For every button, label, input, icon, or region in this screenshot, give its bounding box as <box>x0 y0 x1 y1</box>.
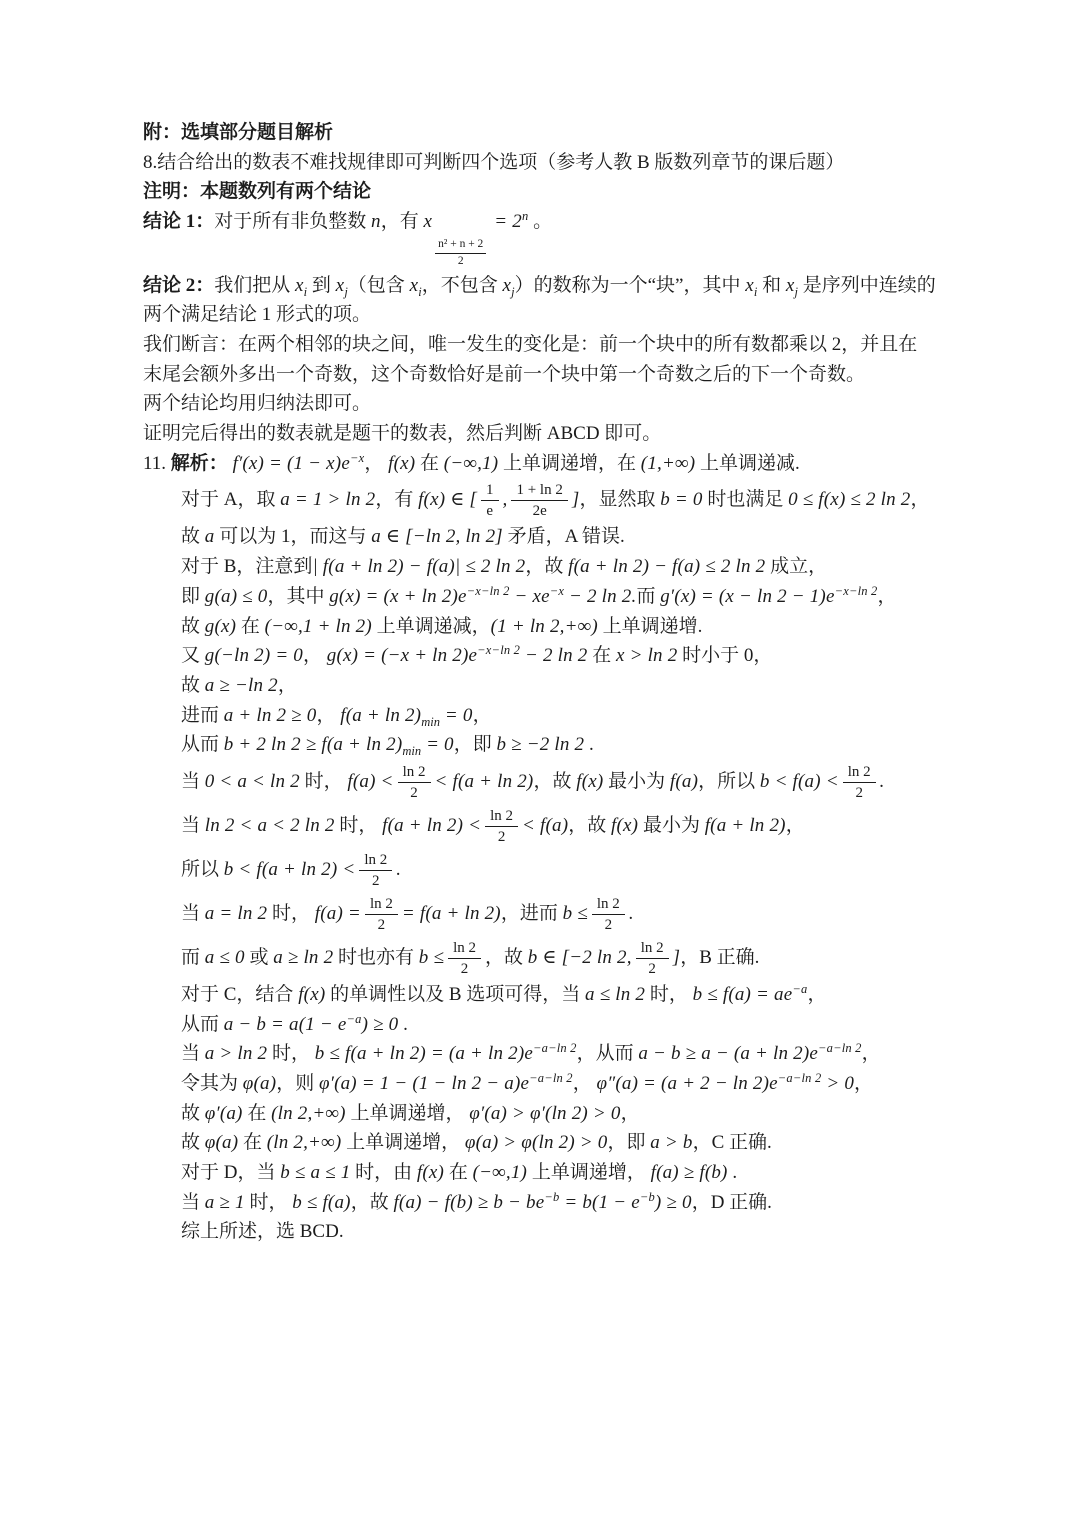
superscript-run: n <box>521 209 529 224</box>
text-run: ，则 <box>276 1073 319 1095</box>
text-run: . <box>584 734 594 756</box>
fraction-denominator: 2 <box>604 916 613 933</box>
text-run: 在 <box>587 645 617 667</box>
math-run: a ≤ ln 2 <box>585 983 646 1005</box>
text-run: 在 <box>236 615 265 637</box>
bold-text-run: 注明：本题数列有两个结论 <box>143 181 372 203</box>
text-run: 时小于 0， <box>677 645 773 667</box>
text-run: 上单调递增，在 <box>498 452 641 474</box>
math-run: 0 ≤ f(x) ≤ 2 ln 2 <box>788 489 911 511</box>
subscript-run: min <box>402 744 422 759</box>
math-run: = 0 <box>439 704 473 726</box>
math-run: g′(x) = (x − ln 2 − 1)e <box>660 585 835 607</box>
document-line <box>143 363 1013 388</box>
math-run: f(x) <box>416 1162 445 1184</box>
text-run: 两个满足结论 1 形式的项。 <box>143 304 372 326</box>
math-run: f(a + ln 2) − f(a) ≤ 2 ln 2 <box>568 556 766 578</box>
text-run: ， <box>861 1043 881 1065</box>
fraction-numerator: ln 2 <box>485 807 518 827</box>
math-run: ] <box>672 946 681 968</box>
text-run: 从而 <box>181 734 224 756</box>
text-run: 故 <box>181 1102 205 1124</box>
fraction-numerator: ln 2 <box>365 895 398 915</box>
fraction <box>636 939 669 978</box>
math-run: f(a) <box>669 770 699 792</box>
document-line <box>143 1220 1013 1245</box>
math-run: φ′(a) > φ′(ln 2) > 0 <box>469 1102 621 1124</box>
math-run: > 0 <box>821 1073 855 1095</box>
subscript-fraction <box>435 238 486 269</box>
text-run: 而 <box>181 946 205 968</box>
superscript-run: −a−ln 2 <box>533 1041 577 1056</box>
math-run: x <box>335 274 345 296</box>
math-run: b ≤ <box>562 902 588 924</box>
text-run: ，B 正确. <box>680 946 760 968</box>
bold-text-run: 结论 1： <box>143 211 215 233</box>
text-run: ， <box>572 1073 597 1095</box>
text-run: 上单调递增. <box>597 615 703 637</box>
document-line <box>143 452 1013 477</box>
text-run: 时， <box>267 1043 315 1065</box>
fraction-numerator: ln 2 <box>636 939 669 959</box>
text-run: 成立， <box>765 556 828 578</box>
superscript-run: −a <box>346 1011 362 1026</box>
text-run: ， <box>877 585 897 607</box>
bold-text-run: 结论 2： <box>143 274 215 296</box>
subscript-run: min <box>421 714 440 729</box>
document-line <box>143 763 1013 802</box>
fraction-denominator: 2 <box>855 784 863 801</box>
text-run: 时也亦有 <box>333 946 419 968</box>
superscript-run: −x−ln 2 <box>477 643 521 658</box>
text-run: 上单调递增， <box>527 1162 651 1184</box>
document-line <box>143 674 1013 699</box>
math-run: a = ln 2 <box>204 902 268 924</box>
text-run: 故 <box>181 526 205 548</box>
fraction-denominator: 2 <box>460 960 469 977</box>
math-run: g(a) ≤ 0 <box>204 585 268 607</box>
text-run: 所以 <box>181 858 224 880</box>
math-run: φ′(a) <box>204 1102 243 1124</box>
text-run: 对于所有非负整数 <box>214 211 372 233</box>
text-run: 当 <box>181 814 205 836</box>
math-run: a ≥ ln 2 <box>273 946 334 968</box>
text-run: ，进而 <box>500 902 563 924</box>
document-line <box>143 895 1013 934</box>
math-run: b + 2 ln 2 ≥ f(a + ln 2) <box>223 734 403 756</box>
fraction-denominator: 2e <box>532 503 547 520</box>
math-run: b ≥ −2 ln 2 <box>496 734 585 756</box>
text-run: ，故 <box>350 1191 394 1213</box>
subscript-run: i <box>418 284 422 299</box>
text-run: 我们把从 <box>214 274 296 296</box>
text-run: ，D 正确. <box>691 1191 772 1213</box>
text-run: ， <box>472 704 492 726</box>
text-run: ， <box>785 814 805 836</box>
document-line <box>143 1191 1013 1216</box>
text-run: 时也满足 <box>702 489 789 511</box>
fraction-denominator: 2 <box>648 960 656 977</box>
fraction-numerator: ln 2 <box>398 763 431 783</box>
text-run: 。 <box>528 211 553 233</box>
text-run: 即 <box>181 585 205 607</box>
fraction-denominator: 2 <box>497 828 506 845</box>
text-run: ，有 <box>375 489 419 511</box>
document-line <box>143 180 1013 205</box>
text-run: 在 <box>415 452 444 474</box>
superscript-run: −a−ln 2 <box>529 1071 573 1086</box>
math-run: (−∞,1) <box>472 1162 528 1184</box>
fraction <box>365 895 398 934</box>
text-run: 我们断言：在两个相邻的块之间，唯一发生的变化是：前一个块中的所有数都乘以 2，并且在 <box>143 334 918 356</box>
document-line <box>143 333 1013 358</box>
text-run: 当 <box>181 770 205 792</box>
math-run: = 2 <box>489 211 522 233</box>
document-line <box>143 851 1013 890</box>
superscript-run: −x−ln 2 <box>466 583 510 598</box>
math-run: φ(a) > φ(ln 2) > 0 <box>464 1132 608 1154</box>
math-run: f(a) − f(b) ≥ b − be <box>393 1191 545 1213</box>
text-run: 末尾会额外多出一个奇数，这个奇数恰好是前一个块中第一个奇数之后的下一个奇数。 <box>143 363 866 385</box>
fraction-numerator: ln 2 <box>359 851 392 871</box>
document-line <box>143 939 1013 978</box>
text-run: 而 <box>636 585 661 607</box>
math-run: a <box>204 526 215 548</box>
text-run: . <box>398 1013 408 1035</box>
document-line <box>143 151 1013 176</box>
math-run: x <box>785 274 795 296</box>
math-run: g(x) = (−x + ln 2)e <box>326 645 478 667</box>
text-run: ，故 <box>533 770 577 792</box>
math-run: − 2 ln 2. <box>564 585 637 607</box>
text-run: 时， <box>645 983 693 1005</box>
text-run: 8.结合给出的数表不难找规律即可判断四个选项（参考人教 B 版数列章节的课后题） <box>143 151 845 173</box>
text-run: 的单调性以及 B 选项可得，当 <box>325 983 586 1005</box>
document-line <box>143 121 1013 146</box>
math-run: b ≤ f(a + ln 2) = (a + ln 2)e <box>314 1043 534 1065</box>
text-run: 上单调递增， <box>341 1132 465 1154</box>
text-run: 两个结论均用归纳法即可。 <box>143 393 372 415</box>
math-run: b ≤ f(a) = ae <box>692 983 793 1005</box>
fraction-numerator: n² + n + 2 <box>435 238 486 254</box>
text-run: 从而 <box>181 1013 224 1035</box>
text-run: ，所以 <box>698 770 760 792</box>
math-run: n <box>371 211 381 233</box>
math-run: f(a) = <box>314 902 361 924</box>
math-run: f(a) ≥ f(b) <box>650 1162 728 1184</box>
math-run: ln 2 < a < 2 ln 2 <box>204 814 335 836</box>
document-line <box>143 274 1013 299</box>
document-line <box>143 615 1013 640</box>
text-run: 对于 A，取 <box>181 489 281 511</box>
fraction <box>485 807 518 846</box>
fraction <box>592 895 625 934</box>
text-run: ，从而 <box>576 1043 639 1065</box>
text-run: 故 <box>181 1132 205 1154</box>
math-run: a = 1 > ln 2 <box>280 489 376 511</box>
text-run: 上单调递增， <box>345 1102 470 1124</box>
math-run: = 0 <box>421 734 454 756</box>
math-run: (1 + ln 2,+∞) <box>490 615 598 637</box>
document-line <box>143 807 1013 846</box>
fraction-denominator: e <box>486 503 494 520</box>
text-run: ，有 <box>380 211 424 233</box>
text-run: 进而 <box>181 704 224 726</box>
text-run: 可以为 1，而这与 <box>214 526 372 548</box>
math-run: x <box>745 274 754 296</box>
math-run: (1,+∞) <box>640 452 696 474</box>
text-run: 上单调递减， <box>371 615 491 637</box>
document-content <box>143 116 1013 1250</box>
bold-text-run: 附：选填部分题目解析 <box>143 122 334 143</box>
text-run: ，故 <box>485 946 528 968</box>
math-run: f(a + ln 2) <box>704 814 786 836</box>
math-run: g(x) = (x + ln 2)e <box>329 585 467 607</box>
document-line <box>143 422 1013 447</box>
text-run: 故 <box>181 674 205 696</box>
text-run: . <box>727 1162 738 1184</box>
superscript-run: −a−ln 2 <box>777 1071 822 1086</box>
math-run: f(x) <box>298 983 326 1005</box>
math-run: f(x) <box>576 770 604 792</box>
math-run: f(x) <box>611 814 639 836</box>
document-line <box>143 1102 1013 1127</box>
text-run: ，即 <box>607 1132 651 1154</box>
document-line <box>143 1072 1013 1097</box>
text-run: 矛盾，A 错误. <box>502 526 625 548</box>
math-run: g(−ln 2) = 0 <box>204 645 303 667</box>
math-run: . <box>628 902 634 924</box>
text-run: 或 <box>244 946 274 968</box>
fraction-numerator: 1 + ln 2 <box>511 481 567 501</box>
document-line <box>143 1131 1013 1156</box>
math-run: b = 0 <box>660 489 703 511</box>
fraction <box>448 939 481 978</box>
text-run: ）的数称为一个“块”，其中 <box>514 274 746 296</box>
math-run: a + ln 2 ≥ 0 <box>223 704 317 726</box>
text-run: 当 <box>181 1043 205 1065</box>
document-line <box>143 733 1013 758</box>
document-line <box>143 644 1013 669</box>
text-run: 是序列中连续的 <box>797 274 936 296</box>
math-run: a − b = a(1 − e <box>223 1013 347 1035</box>
text-run: 在 <box>238 1132 267 1154</box>
document-line <box>143 481 1013 520</box>
math-run: f(a) < <box>347 770 394 792</box>
math-run: a ≤ 0 <box>204 946 245 968</box>
fraction-denominator: 2 <box>377 916 386 933</box>
math-run: b < f(a + ln 2) < <box>223 858 356 880</box>
superscript-run: −x <box>549 583 565 598</box>
math-run: a ≥ 1 <box>204 1191 245 1213</box>
text-run: ， <box>364 452 389 474</box>
math-run: , <box>502 489 508 511</box>
math-run: b ≤ a ≤ 1 <box>280 1162 351 1184</box>
math-run: (−∞,1 + ln 2) <box>264 615 372 637</box>
document-line <box>143 303 1013 328</box>
text-run: 证明完后得出的数表就是题干的数表，然后判断 ABCD 即可。 <box>143 423 662 445</box>
text-run: ，不包含 <box>421 274 503 296</box>
fraction-denominator: 2 <box>372 872 380 889</box>
text-run: （包含 <box>347 274 410 296</box>
subscript-run: i <box>303 284 308 299</box>
fraction-numerator: ln 2 <box>843 763 876 783</box>
text-run: 当 <box>181 1191 205 1213</box>
math-run: f(a + ln 2) < <box>382 814 482 836</box>
text-run: 在 <box>444 1162 473 1184</box>
math-run: (−∞,1) <box>443 452 499 474</box>
subscript-run: j <box>344 284 348 299</box>
text-run: ， <box>620 1102 640 1124</box>
math-run: ) ≥ 0 <box>361 1013 399 1035</box>
math-run: ) ≥ 0 <box>654 1191 692 1213</box>
math-run: f(x) <box>388 452 416 474</box>
math-run: a > ln 2 <box>204 1043 268 1065</box>
math-run: (ln 2,+∞) <box>271 1102 346 1124</box>
math-run: (ln 2,+∞) <box>266 1132 342 1154</box>
math-run: x <box>295 274 304 296</box>
math-run: x <box>409 274 419 296</box>
fraction <box>481 481 499 520</box>
math-run: ] <box>571 489 580 511</box>
text-run: 到 <box>307 274 336 296</box>
document-line <box>143 704 1013 729</box>
math-run: − 2 ln 2 <box>520 645 588 667</box>
math-run: b ∈ [−2 ln 2, <box>527 946 632 968</box>
math-run: b ≤ f(a) <box>292 1191 351 1213</box>
document-line <box>143 525 1013 550</box>
superscript-run: −x <box>349 450 365 465</box>
math-run: a − b ≥ a − (a + ln 2)e <box>638 1043 819 1065</box>
math-run: < f(a) <box>522 814 569 836</box>
math-run: < f(a + ln 2) <box>434 770 534 792</box>
math-run: . <box>396 858 402 880</box>
math-run: − xe <box>509 585 550 607</box>
math-run: φ(a) <box>242 1073 277 1095</box>
math-run: = f(a + ln 2) <box>401 902 501 924</box>
text-run: 对于 D，当 <box>181 1162 281 1184</box>
document-line <box>143 983 1013 1008</box>
document-line <box>143 555 1013 580</box>
text-run: ，故 <box>525 556 569 578</box>
superscript-run: −a−ln 2 <box>818 1041 862 1056</box>
text-run: 最小为 <box>603 770 670 792</box>
text-run: 当 <box>181 902 205 924</box>
text-run: ，显然取 <box>579 489 661 511</box>
text-run: ， <box>277 674 297 696</box>
text-run: 上单调递减. <box>695 452 800 474</box>
subscript-run: j <box>794 284 798 299</box>
fraction-denominator: 2 <box>410 784 418 801</box>
fraction <box>359 851 392 890</box>
bold-text-run: 解析： <box>170 452 228 474</box>
math-run: φ(a) <box>204 1132 239 1154</box>
fraction <box>398 763 431 802</box>
text-run: 在 <box>242 1102 272 1124</box>
document-line <box>143 1013 1013 1038</box>
math-run: x <box>423 211 433 233</box>
math-run: f(x) ∈ [ <box>418 489 478 511</box>
document-line <box>143 210 1013 269</box>
math-run: a ∈ [−ln 2, ln 2] <box>371 526 503 548</box>
math-run: b ≤ <box>418 946 445 968</box>
fraction-numerator: ln 2 <box>592 895 625 915</box>
math-run: x > ln 2 <box>616 645 678 667</box>
math-run: a ≥ −ln 2 <box>204 674 278 696</box>
text-run: ， <box>303 645 327 667</box>
text-run: 综上所述，选 BCD. <box>181 1221 344 1243</box>
math-run: b < f(a) < <box>759 770 839 792</box>
fraction-numerator: 1 <box>481 481 499 501</box>
text-run: 时， <box>244 1191 293 1213</box>
text-run: 时， <box>299 770 348 792</box>
math-run: f(a + ln 2) <box>340 704 422 726</box>
text-run: 最小为 <box>638 814 705 836</box>
document-line <box>143 392 1013 417</box>
text-run: ，即 <box>453 734 497 756</box>
superscript-run: −b <box>639 1189 655 1204</box>
math-run: φ″(a) = (a + 2 − ln 2)e <box>596 1073 778 1095</box>
math-run: | f(a + ln 2) − f(a)| ≤ 2 ln 2 <box>312 556 526 578</box>
text-run: ，故 <box>568 814 612 836</box>
document-line <box>143 1042 1013 1067</box>
text-run: 时，由 <box>350 1162 417 1184</box>
text-run: ，C 正确. <box>692 1132 772 1154</box>
math-run: . <box>879 770 885 792</box>
text-run: ， <box>316 704 341 726</box>
text-run: 时， <box>267 902 315 924</box>
subscript-run: j <box>511 284 515 299</box>
document-line <box>143 585 1013 610</box>
math-run: φ′(a) = 1 − (1 − ln 2 − a)e <box>319 1073 530 1095</box>
text-run: 又 <box>181 645 205 667</box>
math-run: x <box>502 274 512 296</box>
text-run: 对于 B，注意到 <box>181 556 313 578</box>
fraction-denominator: 2 <box>457 254 464 267</box>
text-run: 对于 C，结合 <box>181 983 299 1005</box>
text-run: 和 <box>757 274 786 296</box>
fraction <box>843 763 876 802</box>
math-run: g(x) <box>204 615 237 637</box>
math-run: a > b <box>650 1132 693 1154</box>
superscript-run: −b <box>544 1189 560 1204</box>
math-run: = b(1 − e <box>559 1191 640 1213</box>
text-run: 时， <box>334 814 383 836</box>
document-line <box>143 1161 1013 1186</box>
math-run: 0 < a < ln 2 <box>204 770 300 792</box>
text-run: ，其中 <box>267 585 330 607</box>
fraction-numerator: ln 2 <box>448 939 481 959</box>
text-run: ， <box>807 983 827 1005</box>
superscript-run: −a <box>792 981 808 996</box>
fraction <box>511 481 567 520</box>
subscript-run: i <box>753 284 758 299</box>
superscript-run: −x−ln 2 <box>834 583 878 598</box>
text-run: 故 <box>181 615 205 637</box>
text-run: ， <box>854 1073 874 1095</box>
text-run: 11. <box>143 452 171 474</box>
math-run: f′(x) = (1 − x)e <box>232 452 350 474</box>
text-run: ， <box>910 489 930 511</box>
text-run: 令其为 <box>181 1073 243 1095</box>
